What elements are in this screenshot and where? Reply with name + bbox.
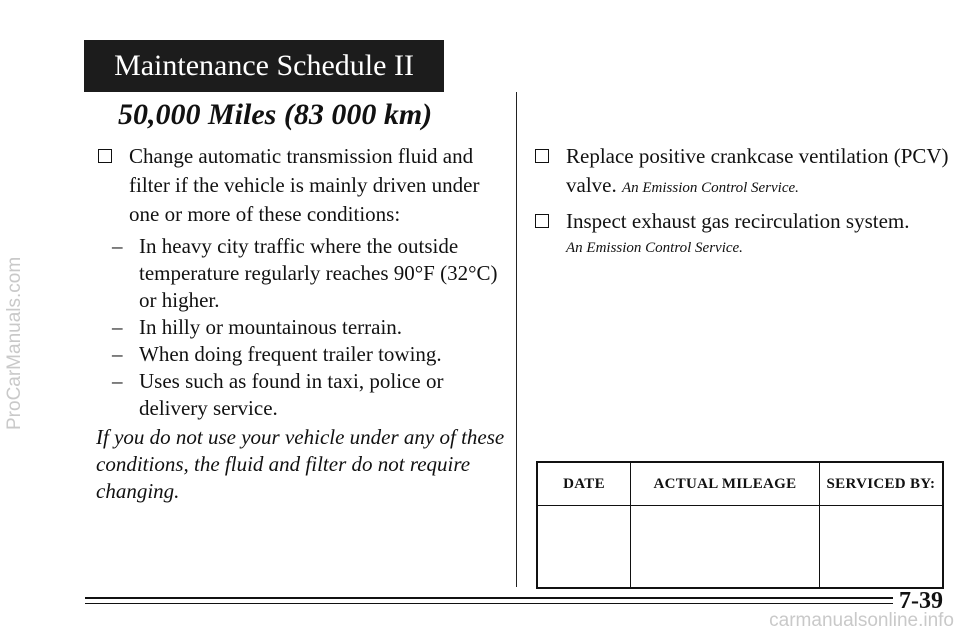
- page-number: 7-39: [899, 588, 943, 614]
- left-column: [96, 142, 506, 505]
- checklist-item-text: Replace positive crankcase ventilation (PCV) valve.: [566, 144, 949, 197]
- condition-item: [96, 341, 506, 368]
- condition-item: [96, 314, 506, 341]
- header-serviced-by: SERVICED BY:: [819, 462, 943, 506]
- service-log-header-row: [537, 462, 943, 506]
- header-actual-mileage: ACTUAL MILEAGE: [631, 462, 820, 506]
- service-log-entry-row: [537, 506, 943, 589]
- checkbox-icon[interactable]: [535, 149, 549, 163]
- checklist-item-text: Change automatic transmission fluid and filter if the vehicle is mainly driven under one or more of these conditions:: [129, 144, 480, 226]
- dash-icon: –: [112, 315, 123, 339]
- condition-text: In heavy city traffic where the outside temperature regularly reaches 90°F (32°C) or higher.: [139, 234, 498, 312]
- conditions-note: If you do not use your vehicle under any of these conditions, the fluid and filter do not require changing.: [96, 425, 505, 503]
- dash-icon: –: [112, 234, 123, 258]
- dash-icon: –: [112, 342, 123, 366]
- condition-item: [96, 233, 506, 314]
- service-log-table: [536, 461, 944, 589]
- condition-text: Uses such as found in taxi, police or delivery service.: [139, 369, 444, 420]
- conditions-list: [96, 233, 506, 422]
- condition-text: In hilly or mountainous terrain.: [139, 315, 403, 339]
- date-cell[interactable]: [537, 506, 631, 589]
- watermark-left: ProCarManuals.com: [4, 256, 25, 430]
- checklist-item-pcv-valve: [533, 142, 953, 203]
- checkbox-icon[interactable]: [535, 214, 549, 228]
- emission-service-tag: An Emission Control Service.: [566, 240, 743, 256]
- condition-item: [96, 368, 506, 422]
- mileage-cell[interactable]: [631, 506, 820, 589]
- interval-heading: 50,000 Miles (83 000 km): [118, 98, 433, 131]
- serviced-by-cell[interactable]: [819, 506, 943, 589]
- section-title: Maintenance Schedule II: [84, 40, 444, 92]
- checklist-item-transmission: [96, 142, 506, 229]
- right-column: [533, 142, 953, 260]
- condition-text: When doing frequent trailer towing.: [139, 342, 442, 366]
- checklist-item-egr: [533, 207, 953, 236]
- checkbox-icon[interactable]: [98, 149, 112, 163]
- checklist-item-text: Inspect exhaust gas recirculation system.: [566, 209, 910, 233]
- header-date: DATE: [537, 462, 631, 506]
- dash-icon: –: [112, 369, 123, 393]
- footer-rule-thin: [85, 603, 893, 604]
- footer-rule: [85, 597, 893, 599]
- watermark-bottom: carmanualsonline.info: [769, 610, 954, 631]
- emission-service-tag: An Emission Control Service.: [621, 180, 799, 196]
- column-divider: [516, 92, 517, 587]
